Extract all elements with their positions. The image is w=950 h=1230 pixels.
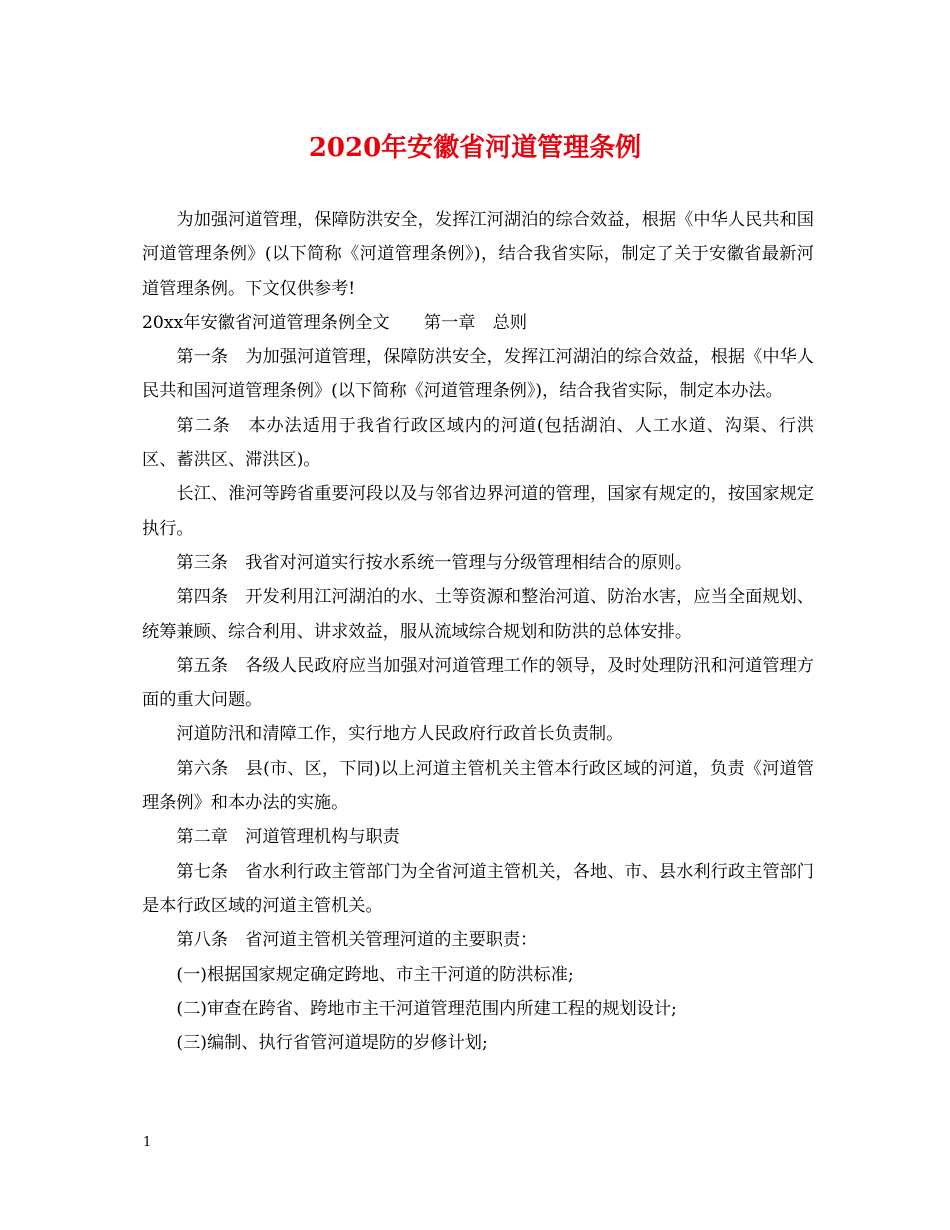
paragraph: 长江、淮河等跨省重要河段以及与邻省边界河道的管理，国家有规定的，按国家规定执行。: [142, 484, 814, 539]
paragraph: 第六条 县(市、区，下同)以上河道主管机关主管本行政区域的河道，负责《河道管理条例》和本办法的实施。: [142, 758, 814, 814]
paragraph: 第七条 省水利行政主管部门为全省河道主管机关，各地、市、县水利行政主管部门是本行政区域的河道主管机关。: [142, 861, 814, 916]
paragraph: 为加强河道管理，保障防洪安全，发挥江河湖泊的综合效益，根据《中华人民共和国河道管理条例》(以下简称《河道管理条例》)，结合我省实际，制定了关于安徽省最新河道管理条例。下文仅供参考!: [142, 210, 814, 299]
paragraph: 20xx年安徽省河道管理条例全文 第一章 总则: [142, 312, 528, 333]
paragraph: 第四条 开发利用江河湖泊的水、土等资源和整治河道、防治水害，应当全面规划、统筹兼顾、综合利用、讲求效益，服从流域综合规划和防洪的总体安排。: [142, 587, 814, 642]
paragraph: 第三条 我省对河道实行按水系统一管理与分级管理相结合的原则。: [176, 552, 693, 573]
paragraph: 河道防汛和清障工作，实行地方人民政府行政首长负责制。: [176, 724, 624, 745]
chapter-heading: 第二章 河道管理机构与职责: [176, 827, 400, 848]
page-number: 1: [143, 1135, 152, 1150]
list-item: (三)编制、执行省管河道堤防的岁修计划;: [176, 1033, 488, 1054]
paragraph: 第五条 各级人民政府应当加强对河道管理工作的领导，及时处理防汛和河道管理方面的重大问题。: [142, 655, 814, 711]
paragraph: 第八条 省河道主管机关管理河道的主要职责：: [176, 930, 538, 951]
paragraph: 第一条 为加强河道管理，保障防洪安全，发挥江河湖泊的综合效益，根据《中华人民共和国河道管理条例》(以下简称《河道管理条例》)，结合我省实际，制定本办法。: [142, 347, 814, 402]
document-body: [142, 203, 814, 1060]
list-item: (二)审查在跨省、跨地市主干河道管理范围内所建工程的规划设计;: [176, 998, 677, 1019]
list-item: (一)根据国家规定确定跨地、市主干河道的防洪标准;: [176, 964, 574, 985]
paragraph: 第二条 本办法适用于我省行政区域内的河道(包括湖泊、人工水道、沟渠、行洪区、蓄洪区、滞洪区)。: [142, 415, 814, 471]
document-title: 2020年安徽省河道管理条例: [308, 133, 642, 163]
